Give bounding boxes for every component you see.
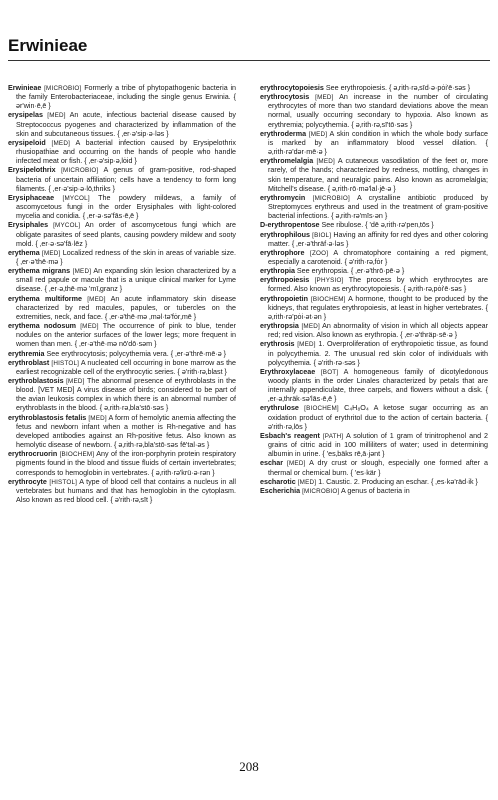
pronunciation: { ‚er·ə'thē·mə ‚məl·tə'fȯr‚mē } xyxy=(104,312,197,321)
definition: The powdery mildews, a family of ascomycetous fungi in the order Erysiphales with light-colored mycelia and conidia. xyxy=(16,193,237,221)
pronunciation: { ‚er·ə'thrē·mē·ə } xyxy=(170,349,227,358)
subject-label: [ZOO] xyxy=(310,249,329,257)
definition: Any of the iron-porphyrin protein respiratory pigments found in the blood and tissue fluids of certain invertebrates; corresponds to hemoglobin in vertebrates. xyxy=(16,450,237,477)
subject-label: [BOT] xyxy=(320,368,339,376)
dictionary-entry xyxy=(260,221,488,230)
definition: An acute, infectious bacterial disease caused by Streptococcus pyogenes and characterized by inflammation of the skin and subcutaneous tissues. xyxy=(16,111,237,138)
dictionary-entry xyxy=(260,194,488,221)
definition: A skin condition in which the whole body surface is marked by an inflammatory blood vessel dilation. xyxy=(268,129,489,147)
pronunciation: { ‚er·ə'sip·ə‚lȯid } xyxy=(84,157,137,166)
headword: Erythroxylaceae xyxy=(260,367,316,376)
pronunciation: { ər'win·ē‚ē } xyxy=(16,93,236,111)
headword: erythrocytopoiesis xyxy=(260,84,324,92)
definition: A crystalline antibiotic produced by Streptomyces erythreus and used in the treatment of gram-positive bacterial infections. xyxy=(268,193,488,221)
pronunciation: { ə‚rith·rə‚sīd·ə·pȯi'ē·səs } xyxy=(388,84,471,92)
headword: Erysiphales xyxy=(8,221,49,230)
dictionary-entry xyxy=(260,93,488,130)
definition: A cutaneous vasodilation of the feet or, more rarely, of the hands; characterized by redness, mottling, changes in skin temperature, and neuralgic pains. Also known as acromelalgia; Mitchell's disease. xyxy=(268,157,488,193)
left-column xyxy=(8,84,236,505)
definition: Having an affinity for red dyes and other coloring matter. xyxy=(268,230,489,248)
dictionary-entry xyxy=(8,249,236,267)
dictionary-entry xyxy=(260,432,488,459)
dictionary-entry xyxy=(8,478,236,505)
subject-label: [BIOCHEM] xyxy=(304,405,339,413)
headword: Escherichia xyxy=(260,486,301,495)
pronunciation: { ə'rith·rə‚lōs } xyxy=(268,413,488,431)
headword: erythroblastosis xyxy=(8,377,64,385)
definition: A homogeneous family of dicotyledonous woody plants in the order Linales characterized by petals that are internally appendiculate, three carpels, and flowers without a disk. xyxy=(268,367,489,395)
headword: erythromycin xyxy=(260,193,306,202)
subject-label: [MYCOL] xyxy=(53,222,81,230)
subject-label: [MED] xyxy=(88,414,107,422)
definition: See erythropoiesis. xyxy=(325,84,387,92)
headword: Erysiphaceae xyxy=(8,193,55,202)
definition: The occurrence of pink to blue, tender nodules on the anterior surfaces of the lower legs; more frequent in women than men. xyxy=(16,322,237,349)
headword: erythropia xyxy=(260,267,295,276)
pronunciation: { ‚er·ə'sip·ə·ləs } xyxy=(117,129,169,138)
definition: The abnormal presence of erythroblasts in the blood. [VET MED] A virus disease of birds; considered to be part of the avian leukosis complex in which there is an abnormal number of erythroblasts in the blood. xyxy=(16,377,237,413)
pronunciation: { ə‚rith·rə‚sī'tō·səs } xyxy=(351,120,413,129)
page-number: 208 xyxy=(239,759,259,774)
subject-label: [MED] xyxy=(301,323,320,331)
pronunciation: { 'es‚bäks rē‚ā·jənt } xyxy=(322,450,385,459)
subject-label: [BIOL] xyxy=(312,231,332,239)
subject-label: [MED] xyxy=(308,130,328,138)
definition: 1. Overproliferation of erythropoietic tissue, as found in polycythemia. 2. The unusual red skin color of individuals with polycythemia. xyxy=(268,340,488,367)
headword: erythema nodosum xyxy=(8,322,77,331)
dictionary-entry xyxy=(8,414,236,451)
headword: erythema multiforme xyxy=(8,294,82,303)
definition: The process by which erythrocytes are formed. Also known as erythrocytopoiesis. xyxy=(268,276,489,294)
subject-label: [MED] xyxy=(42,249,61,257)
definition: A form of hemolytic anemia affecting the fetus and newborn infant when a mother is Rh-negative and has developed antibodies against an Rh-positive fetus. Also known as hemolytic disease of newborn. xyxy=(16,413,236,450)
pronunciation: { ə'rith·rə·səs } xyxy=(313,358,360,367)
pronunciation: { ə'rith·rə‚fȯr } xyxy=(344,257,388,266)
definition: A chromatophore containing a red pigment, especially a carotenoid. xyxy=(268,248,488,266)
dictionary-entry xyxy=(260,487,488,496)
dictionary-entry xyxy=(260,276,488,294)
headword: erythrophilous xyxy=(260,230,310,239)
pronunciation: { ‚er·ə'thräf·ə·ləs } xyxy=(291,239,349,248)
headword: erythropoiesis xyxy=(260,276,310,285)
dictionary-entry xyxy=(8,350,236,359)
subject-label: [MICROBIO] xyxy=(61,167,99,175)
definition: 1. Caustic. 2. Producing an eschar. xyxy=(318,477,429,486)
pronunciation: { ‚er·ə'sip·ə·lō‚thriks } xyxy=(48,184,115,193)
subject-label: [MED] xyxy=(297,478,317,486)
dictionary-entry xyxy=(260,130,488,157)
pronunciation: { ‚er·ə‚thräk·sə'lās·ē‚ē } xyxy=(268,386,489,404)
pronunciation: { ə‚rith·rə'dər·mē·ə } xyxy=(268,138,488,157)
definition: A solution of 1 gram of trinitrophenol and 2 grains of citric acid in 100 milliliters of water; used in determining albumin in urine. xyxy=(268,431,488,459)
dictionary-entry xyxy=(260,231,488,249)
definition: An acute inflammatory skin disease characterized by red macules, papules, or tubercles on the extremities, neck, and face. xyxy=(16,294,236,321)
dictionary-entry xyxy=(260,157,488,194)
headword: erythroblast xyxy=(8,358,50,367)
dictionary-entry xyxy=(8,194,236,221)
headword: erythrocruorin xyxy=(8,450,58,459)
subject-label: [BIOCHEM] xyxy=(310,295,346,303)
dictionary-entry xyxy=(8,359,236,377)
definition: See erythropsia. xyxy=(296,267,349,276)
headword: erythropoietin xyxy=(260,294,309,303)
dictionary-entry xyxy=(260,459,488,477)
headword: erythrophore xyxy=(260,248,305,257)
pronunciation: { ə‚rith·rə‚pȯi'ē·səs } xyxy=(403,285,467,294)
dictionary-entry xyxy=(8,295,236,322)
subject-label: [PATH] xyxy=(322,432,344,440)
pronunciation: { ‚er·ə'thräp·sē·ə } xyxy=(400,331,458,340)
definition: An abnormality of vision in which all objects appear red; red vision. Also known as erythropia. xyxy=(268,322,489,340)
dictionary-entry xyxy=(260,267,488,276)
dictionary-entry xyxy=(8,322,236,349)
subject-label: [MED] xyxy=(297,341,316,349)
definition: A bacterial infection caused by Erysipelothrix rhusiopathiae and occurring on the hands of people who handle infected meat or fish. xyxy=(16,138,236,166)
headword: erythroblastosis fetalis xyxy=(8,413,87,422)
dictionary-entry xyxy=(260,404,488,431)
subject-label: [MED] xyxy=(47,112,66,120)
subject-label: [MED] xyxy=(51,139,71,147)
subject-label: [MED] xyxy=(66,378,85,385)
subject-label: [MED] xyxy=(287,460,306,468)
definition: A hormone, thought to be produced by the kidneys, that regulates erythropoiesis, at least in higher vertebrates. xyxy=(268,294,489,312)
pronunciation: { 'es·kär } xyxy=(350,468,381,477)
dictionary-entry xyxy=(260,295,488,322)
definition: A genus of gram-positive, rod-shaped bacteria of uncertain affiliation; cells have a tendency to form long filaments. xyxy=(16,166,237,193)
pronunciation: { ə‚rith·rə'krü·ə·rən } xyxy=(151,468,215,477)
dictionary-entry xyxy=(260,340,488,367)
pronunciation: { ə'rith·rə‚sīt } xyxy=(110,496,153,505)
headword: erythromelalgia xyxy=(260,157,314,166)
headword: erythroderma xyxy=(260,129,307,138)
definition: An increase in the number of circulating erythrocytes of more than two standard deviations above the mean normal, usually occurring secondary to hypoxia. Also known as erythremia; polycythemia. xyxy=(268,93,488,129)
subject-label: [BIOCHEM] xyxy=(59,451,95,459)
subject-label: [PHYSIO] xyxy=(314,277,344,285)
subject-label: [MED] xyxy=(80,323,99,331)
definition: An expanding skin lesion characterized by a small red papule or macule that is a unique clinical marker for Lyme disease. xyxy=(16,267,237,294)
subject-label: [MICROBIO] xyxy=(302,487,340,495)
subject-label: [MED] xyxy=(72,268,92,276)
subject-label: [HISTOL] xyxy=(49,478,78,486)
dictionary-entry xyxy=(8,450,236,477)
dictionary-entry xyxy=(8,166,236,193)
definition: Formerly a tribe of phytopathogenic bacteria in the family Enterobacteriaceae, including the single genus Erwinia. xyxy=(16,84,237,102)
headword: escharotic xyxy=(260,477,296,486)
dictionary-entry xyxy=(8,221,236,248)
headword: erythrulose xyxy=(260,404,299,413)
dictionary-entry xyxy=(8,377,236,414)
subject-label: [MICROBIO] xyxy=(44,85,82,92)
headword: Esbach's reagent xyxy=(260,431,320,440)
headword: erythema xyxy=(8,248,40,257)
dictionary-entry xyxy=(8,267,236,294)
dictionary-entry xyxy=(260,368,488,405)
headword: erysipelas xyxy=(8,111,43,120)
pronunciation: { ə‚rith·rə'pȯi·ət·ən } xyxy=(268,303,488,321)
definition: A nucleated cell occurring in bone marrow as the earliest recognizable cell of the erythrocytic series. xyxy=(16,358,236,376)
subject-label: [MYCOL] xyxy=(62,194,90,202)
dictionary-entry xyxy=(260,84,488,93)
headword: Erysipelothrix xyxy=(8,166,56,175)
pronunciation: { 'dē ə‚rith·rə'pen‚tōs } xyxy=(365,221,434,230)
headword: erythrosis xyxy=(260,340,295,349)
pronunciation: { ‚er·ə‚thē·mə 'mī‚granz } xyxy=(44,285,123,294)
subject-label: [MED] xyxy=(87,295,106,303)
subject-label: [MED] xyxy=(316,158,335,166)
definition: Localized redness of the skin in areas of variable size. xyxy=(62,248,237,257)
pronunciation: { ‚er·ə·sə'fās·ē‚ē } xyxy=(82,212,139,221)
right-column xyxy=(260,84,488,496)
subject-label: [MED] xyxy=(315,94,334,102)
pronunciation: { ə‚rith·rə‚bla'stō·səs fē'tal·əs } xyxy=(114,441,210,450)
pronunciation: { ‚er·ə·sə'fā·lēz } xyxy=(35,239,88,248)
definition: A dry crust or slough, especially one formed after a thermal or chemical burn. xyxy=(268,459,488,477)
subject-label: [MICROBIO] xyxy=(312,194,350,202)
pronunciation: { ‚er·ə'thē·mə } xyxy=(16,257,63,266)
pronunciation: { ə‚rith·rō·mə'lal·jē·ə } xyxy=(327,184,396,193)
definition: A genus of bacteria in xyxy=(341,486,410,495)
definition: See erythrocytosis; polycythemia vera. xyxy=(46,349,169,358)
subject-label: [HISTOL] xyxy=(51,359,80,367)
headword: eschar xyxy=(260,459,284,468)
headword: erythremia xyxy=(8,349,45,358)
dictionary-entry xyxy=(8,84,236,111)
header-rule xyxy=(8,60,490,61)
pronunciation: { ‚er·ə'thrō·pē·ə } xyxy=(350,267,405,276)
headword: erythrocytosis xyxy=(260,93,310,102)
running-head: Erwinieae xyxy=(8,36,88,55)
dictionary-entry xyxy=(8,139,236,166)
headword: Erwinieae xyxy=(8,84,42,92)
definition: A type of blood cell that contains a nucleus in all vertebrates but humans and that has hemoglobin in the cytoplasm. Also known as red blood cell. xyxy=(16,477,237,505)
pronunciation: { ə‚rith·rə‚bla'stō·səs } xyxy=(99,404,169,413)
dictionary-entry xyxy=(260,322,488,340)
headword: erysipeloid xyxy=(8,138,46,147)
definition: See ribulose. xyxy=(321,221,364,230)
dictionary-entry xyxy=(260,249,488,267)
headword: erythema migrans xyxy=(8,267,71,276)
pronunciation: { ə‚rith·rə'mīs·ən } xyxy=(331,212,388,221)
headword: D-erythropentose xyxy=(260,221,320,230)
dictionary-entry xyxy=(260,478,488,487)
definition: An order of ascomycetous fungi which are obligate parasites of seed plants, causing powdery mildew and sooty mold. xyxy=(16,221,237,248)
pronunciation: { ‚er·ə'thē·mə nō'dō·səm } xyxy=(74,340,157,349)
dictionary-entry xyxy=(8,111,236,138)
pronunciation: { ‚es·kə'räd·ik } xyxy=(430,477,478,486)
headword: erythropsia xyxy=(260,322,299,331)
definition: C₄H₈O₄ A ketose sugar occurring as an oxidation product of erythritol due to the action of certain bacteria. xyxy=(268,404,489,422)
headword: erythrocyte xyxy=(8,477,47,486)
pronunciation: { ə'rith·rə‚blast } xyxy=(177,367,227,376)
